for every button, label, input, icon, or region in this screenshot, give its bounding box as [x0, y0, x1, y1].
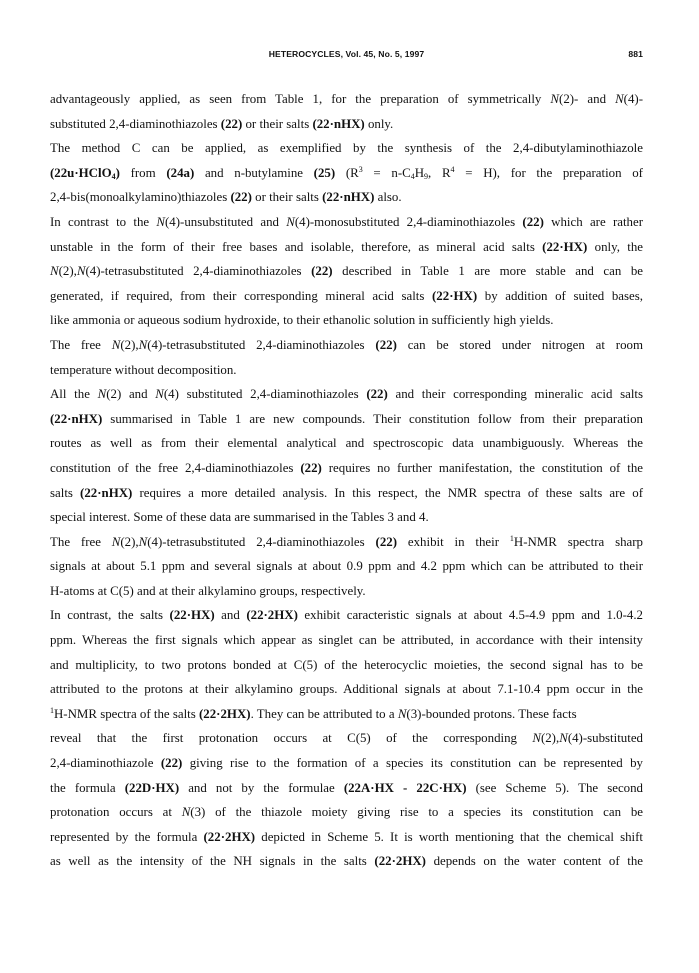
article-body [50, 87, 643, 874]
running-header [50, 49, 643, 63]
paragraph-1: advantageously applied, as seen from Table 1, for the preparation of symmetrically N(2)- and N(4)- substituted 2,4-diaminothiazoles (22) or their salts (22·nHX) only. [50, 92, 643, 131]
paragraph-4: The free N(2),N(4)-tetrasubstituted 2,4-diaminothiazoles (22) can be stored under nitrogen at room temperature without decomposition. [50, 337, 644, 377]
page-number: 881 [628, 49, 643, 59]
paragraph-6: The free N(2),N(4)-tetrasubstituted 2,4-diaminothiazoles (22) exhibit in their $^1$H-NMR spectra sharp signals at about 5.1 ppm and several signals at about 0.9 ppm and 4.2 ppm which can be attributed to their H-atoms at C(5) and at their alkylamino groups, respectively. [50, 533, 643, 598]
journal-citation: HETEROCYCLES, Vol. 45, No. 5, 1997 [268, 49, 425, 59]
paragraph-3: In contrast to the N(4)-unsubstituted and N(4)-monosubstituted 2,4-diaminothiazoles (22) which are rather unstable in the form of their free bases and isolable, therefore, as mineral acid salts (22·HX) only, the N(2),N(4)-tetrasubstituted 2,4-diaminothiazoles (22) described in Table 1 are more stable and can be generated, if required, from their corresponding mineral acid salts (22·HX) by addition of suited bases, like ammonia or aqueous sodium hydroxide, to their ethanolic solution in sufficiently high yields. [50, 214, 644, 328]
paragraph-5: All the N(2) and N(4) substituted 2,4-diaminothiazoles (22) and their corresponding mineralic acid salts (22·nHX) summarised in Table 1 are new compounds. Their constitution follow from their preparation routes as well as from their elemental analytical and spectroscopic data unambiguously. Whereas the constitution of the free 2,4-diaminothiazoles (22) requires no further manifestation, the constitution of the salts (22·nHX) requires a more detailed analysis. In this respect, the NMR spectra of these salts are of special interest. Some of these data are summarised in the Tables 3 and 4. [50, 387, 643, 525]
paragraph-7: In contrast, the salts (22·HX) and (22·2HX) exhibit caracteristic signals at about 4.5-4.9 ppm and 1.0-4.2 ppm. Whereas the first signals which appear as singlet can be attributed, in accordance with their intensity and multiplicity, to two protons bonded at C(5) of the heterocyclic moieties, the second signal has to be attributed to the protons at their alkylamino groups. Additional signals at about 7.1-10.4 ppm occur in the $^1$H-NMR spectra of the salts (22·2HX). They can be attributed to a N(3)-bounded protons. These facts reveal that the first protonation occurs at C(5) of the corresponding N(2),N(4)-substituted 2,4-diaminothiazole (22) giving rise to the formation of a species its constitution can be represented by the formula (22D·HX) and not by the formulae (22A·HX - 22C·HX) (see Scheme 5). The second protonation occurs at N(3) of the thiazole moiety giving rise to a species its constitution can be represented by the formula (22·2HX) depicted in Scheme 5. It is worth mentioning that the chemical shift as well as the intensity of the NH signals in the salts (22·2HX) depends on the water content of the [50, 608, 644, 869]
paragraph-2: The method C can be applied, as exemplified by the synthesis of the 2,4-dibutylaminothiazole (22u·HClO$_4$) from (24a) and n-butylamine (25) ($R^3 = n-C_4H_9$, $R^4 = H$), for the preparation of 2,4-bis(monoalkylamino)thiazoles (22) or their salts (22·nHX) also. [50, 141, 643, 205]
